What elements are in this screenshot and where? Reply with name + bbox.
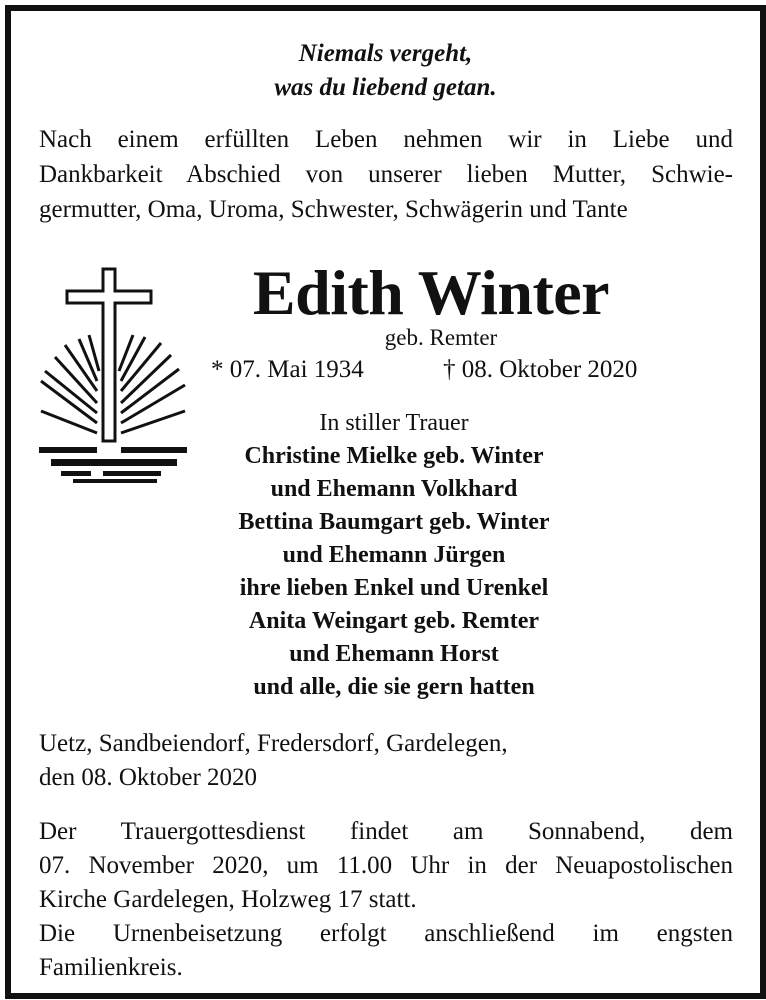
obituary-frame [5,5,766,999]
mourner-line: Bettina Baumgart geb. Winter [238,509,550,535]
motto-line-2: was du liebend getan. [274,74,497,101]
mourners-heading: In stiller Trauer [319,410,469,436]
intro-line-1: Nach einem erfüllten Leben nehmen wir in Liebe und [39,126,733,153]
motto-line-1: Niemals vergeht, [298,40,473,67]
death-date: † 08. Oktober 2020 [443,356,638,383]
service-line-1: Der Trauergottesdienst findet am Sonnabend, dem [39,818,733,845]
service-line-5: Familienkreis. [39,954,183,981]
motto [11,37,760,105]
mourner-line: Anita Weingart geb. Remter [248,608,540,634]
place-and-date [39,727,733,795]
mourner-line: und Ehemann Volkhard [270,476,518,502]
birth-name: geb. Remter [384,325,498,350]
mourner-line: und alle, die sie gern hatten [253,674,535,700]
intro-line-2: Dankbarkeit Abschied von unserer lieben Mutter, Schwie- [39,161,733,188]
date-line: den 08. Oktober 2020 [39,764,258,791]
mourner-line: Christine Mielke geb. Winter [244,443,544,469]
birth-date: * 07. Mai 1934 [211,356,364,383]
service-line-4: Die Urnenbeisetzung erfolgt anschließend im engsten [39,920,733,947]
deceased-name: Edith Winter [252,257,610,328]
mourners-block [171,407,617,704]
service-line-3: Kirche Gardelegen, Holzweg 17 statt. [39,886,417,913]
service-info [39,815,733,985]
mourner-line: ihre lieben Enkel und Urenkel [239,575,549,601]
intro-text [39,122,733,227]
mourner-line: und Ehemann Jürgen [282,542,506,568]
mourner-line: und Ehemann Horst [289,641,499,667]
service-line-2: 07. November 2020, um 11.00 Uhr in der Neuapostolischen [39,852,733,879]
places-line: Uetz, Sandbeiendorf, Fredersdorf, Gardelegen, [39,730,508,757]
intro-line-3: germutter, Oma, Uroma, Schwester, Schwägerin und Tante [39,196,628,223]
